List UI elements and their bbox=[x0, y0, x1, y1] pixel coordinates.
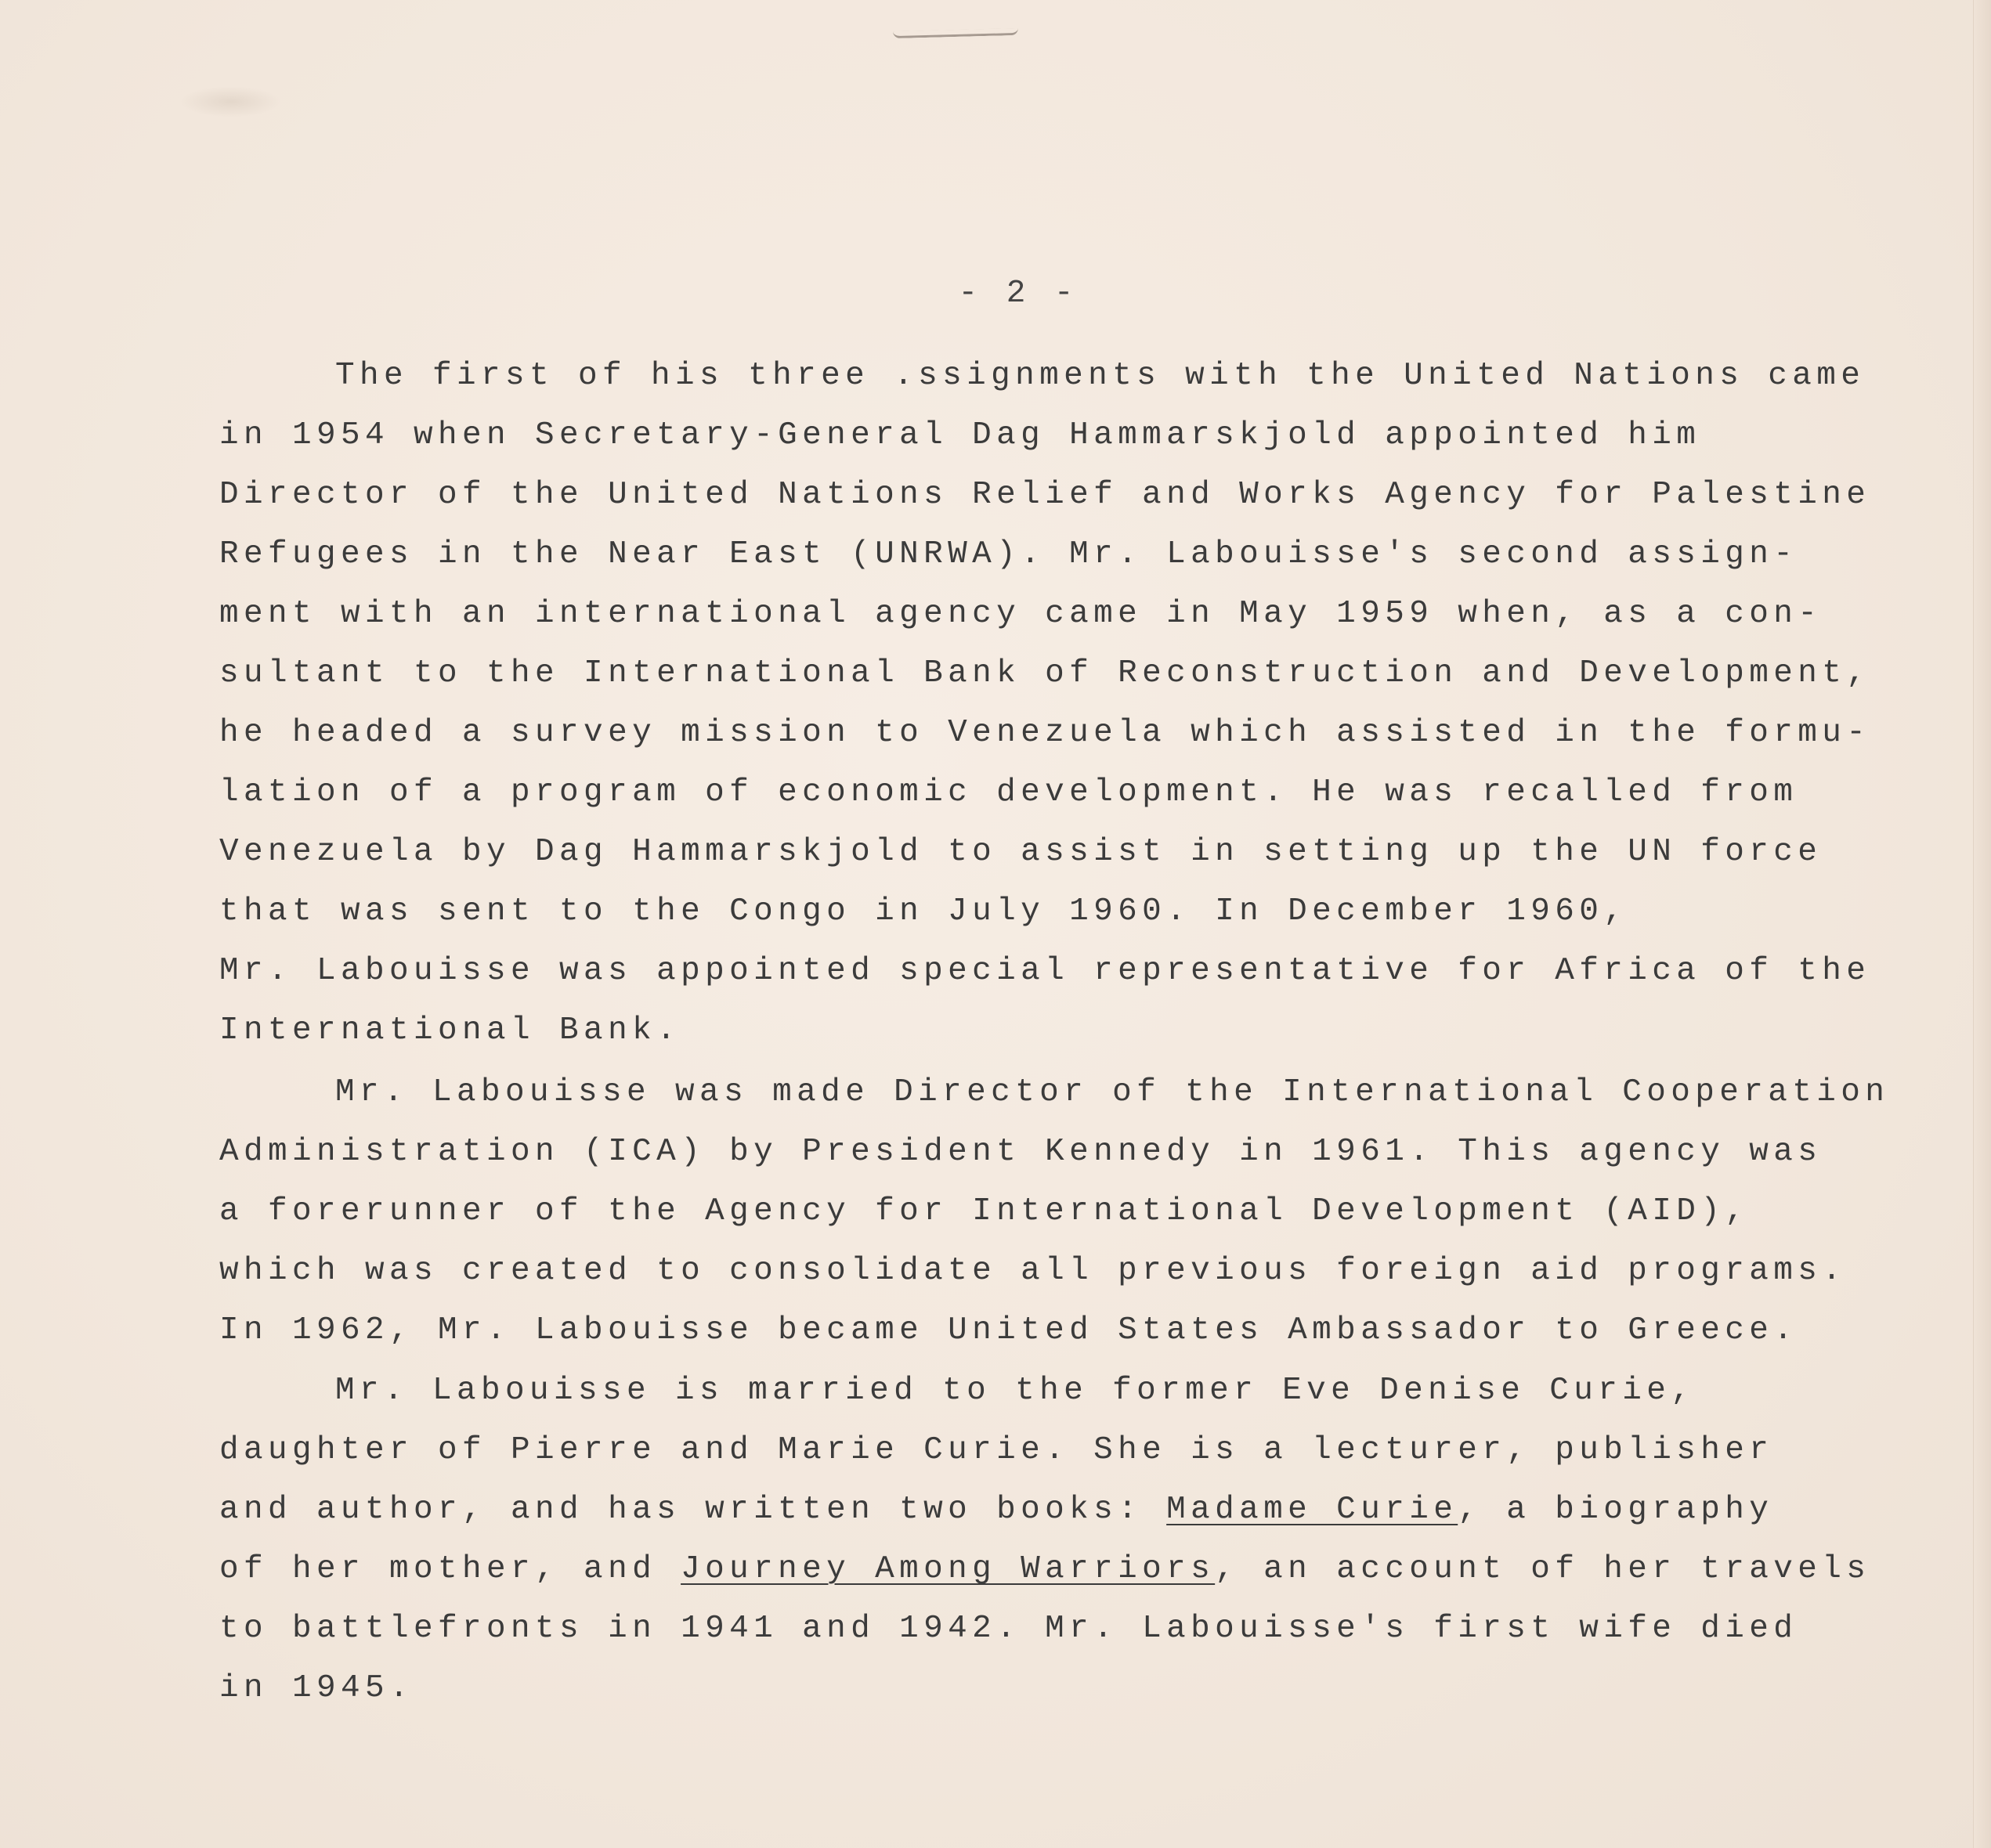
paper-smudge bbox=[180, 86, 282, 117]
paragraph-1-line: he headed a survey mission to Venezuela which assisted in the formu- bbox=[219, 715, 1871, 751]
paragraph-3-line bbox=[219, 1550, 1870, 1589]
paragraph-1-line: Venezuela by Dag Hammarskjold to assist in setting up the UN force bbox=[219, 834, 1823, 870]
paragraph-3-line: in 1945. bbox=[219, 1670, 414, 1706]
paragraph-1-line: ment with an international agency came in May 1959 when, as a con- bbox=[219, 596, 1823, 632]
paragraph-1-line: The first of his three .ssignments with the United Nations came bbox=[335, 358, 1866, 394]
paragraph-1-line: Director of the United Nations Relief and Works Agency for Palestine bbox=[219, 477, 1871, 513]
paragraph-3-line: to battlefronts in 1941 and 1942. Mr. Labouisse's first wife died bbox=[219, 1611, 1798, 1647]
paragraph-1-line: Mr. Labouisse was appointed special representative for Africa of the bbox=[219, 953, 1871, 989]
page-number: - 2 - bbox=[958, 276, 1079, 312]
paragraph-1-line: Refugees in the Near East (UNRWA). Mr. Labouisse's second assign- bbox=[219, 536, 1798, 572]
staple-mark bbox=[893, 28, 1018, 38]
paragraph-1-line: lation of a program of economic development. He was recalled from bbox=[219, 774, 1798, 810]
paragraph-2-line: which was created to consolidate all previous foreign aid programs. bbox=[219, 1253, 1847, 1289]
line-text: , an account of her travels bbox=[1215, 1551, 1871, 1587]
paragraph-3-line bbox=[219, 1490, 1773, 1529]
paragraph-1-line: that was sent to the Congo in July 1960. In December 1960, bbox=[219, 893, 1628, 929]
paragraph-1-line: sultant to the International Bank of Reconstruction and Development, bbox=[219, 655, 1871, 691]
paragraph-2-line: a forerunner of the Agency for International Development (AID), bbox=[219, 1193, 1750, 1229]
paragraph-3-line: daughter of Pierre and Marie Curie. She is a lecturer, publisher bbox=[219, 1432, 1774, 1468]
paragraph-1-line: in 1954 when Secretary-General Dag Hammarskjold appointed him bbox=[219, 417, 1701, 453]
book-title-madame-curie: Madame Curie bbox=[1166, 1492, 1458, 1528]
line-text: of her mother, and bbox=[219, 1551, 681, 1587]
page-edge bbox=[1973, 0, 1991, 1848]
paragraph-2-line: In 1962, Mr. Labouisse became United States Ambassador to Greece. bbox=[219, 1312, 1798, 1348]
line-text: , a biography bbox=[1458, 1492, 1774, 1528]
line-text: and author, and has written two books: bbox=[219, 1492, 1167, 1528]
paragraph-3-line: Mr. Labouisse is married to the former Eve Denise Curie, bbox=[335, 1373, 1696, 1409]
book-title-journey-among-warriors: Journey Among Warriors bbox=[681, 1551, 1216, 1587]
paragraph-1-line: International Bank. bbox=[219, 1012, 681, 1049]
paragraph-2-line: Mr. Labouisse was made Director of the International Cooperation bbox=[335, 1074, 1890, 1110]
paragraph-2-line: Administration (ICA) by President Kennedy in 1961. This agency was bbox=[219, 1134, 1823, 1170]
